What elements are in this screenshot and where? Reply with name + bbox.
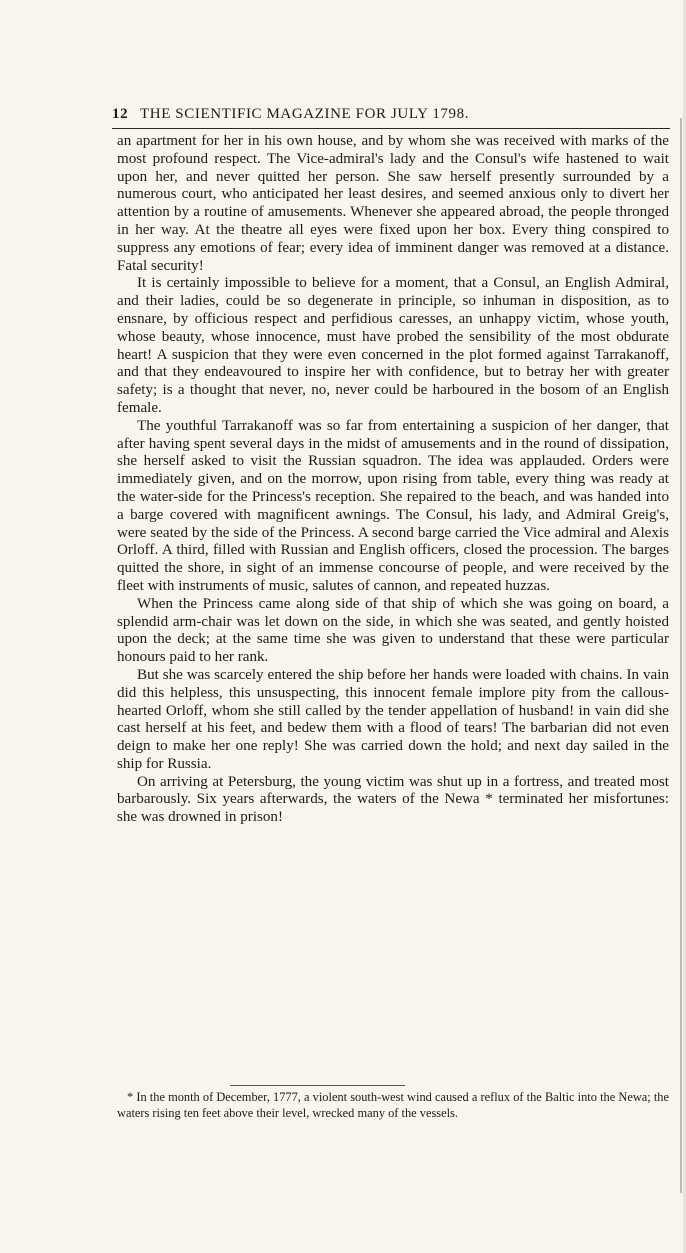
paragraph: The youthful Tarrakanoff was so far from entertaining a suspicion of her danger, that after having spent several days in the midst of amusements and in the round of dissipation, she herself asked to visit the Russian squadron. The idea was applauded. Orders were immediately given, and on the morrow, upon rising from table, every thing was ready at the water-side for the Princess's reception. She repaired to the beach, and was handed into a barge covered with magnificent awnings. The Consul, his lady, and Admiral Greig's, were seated by the side of the Princess. A second barge carried the Vice admiral and Alexis Orloff. A third, filled with Russian and English officers, closed the procession. The barges quitted the shore, in sight of an immense concourse of people, and were received by the fleet with instruments of music, salutes of cannon, and repeated huzzas.	[117, 417, 669, 594]
paragraph: When the Princess came along side of that ship of which she was going on board, a splendid arm-chair was let down on the side, in which she was seated, and gently hoisted upon the deck; at the same time she was given to understand that these were particular honours paid to her rank.	[117, 595, 669, 666]
page-number: 12	[112, 106, 129, 122]
page-edge-shadow	[680, 118, 682, 1193]
paragraph: But she was scarcely entered the ship before her hands were loaded with chains. In vain did this helpless, this unsuspecting, this innocent female implore pity from the callous-hearted Orloff, whom she still called by the tender appellation of husband! in vain did she cast herself at his feet, and bedew them with a flood of tears! The barbarian did not even deign to make her one reply! She was carried down the hold; and next day sailed in the ship for Russia.	[117, 666, 669, 772]
paragraph: On arriving at Petersburg, the young victim was shut up in a fortress, and treated most barbarously. Six years afterwards, the waters of the Newa * terminated her misfortunes: she was drowned in prison!	[117, 773, 669, 826]
page-header	[112, 106, 672, 128]
paragraph: It is certainly impossible to believe for a moment, that a Consul, an English Admiral, and their ladies, could be so degenerate in principle, so inhuman in disposition, as to ensnare, by officious respect and perfidious caresses, an unhappy victim, whose youth, whose beauty, whose innocence, must have probed the sensibility of the most obdurate heart! A suspicion that they were even concerned in the plot formed against Tarrakanoff, and that they endeavoured to inspire her with confidence, but to betray her with greater safety; is a thought that never, no, never could be harboured in the bosom of an English female.	[117, 275, 669, 416]
header-rule	[112, 128, 670, 129]
footnote: * In the month of December, 1777, a violent south-west wind caused a reflux of the Baltic into the Newa; the waters rising ten feet above their level, wrecked many of the vessels.	[117, 1090, 669, 1120]
running-head: THE SCIENTIFIC MAGAZINE FOR JULY 1798.	[140, 106, 470, 122]
paragraph: an apartment for her in his own house, and by whom she was received with marks of the most profound respect. The Vice-admiral's lady and the Consul's wife hastened to wait upon her, and never quitted her person. She saw herself presently surrounded by a numerous court, who anticipated her least desires, and seemed anxious only to divert her attention by a routine of amusements. Whenever she appeared abroad, the people thronged in her way. At the theatre all eyes were fixed upon her box. Every thing conspired to suppress any emotions of fear; every idea of imminent danger was removed at a distance. Fatal security!	[117, 133, 669, 274]
footnote-rule	[230, 1085, 405, 1086]
body-text	[117, 133, 669, 827]
